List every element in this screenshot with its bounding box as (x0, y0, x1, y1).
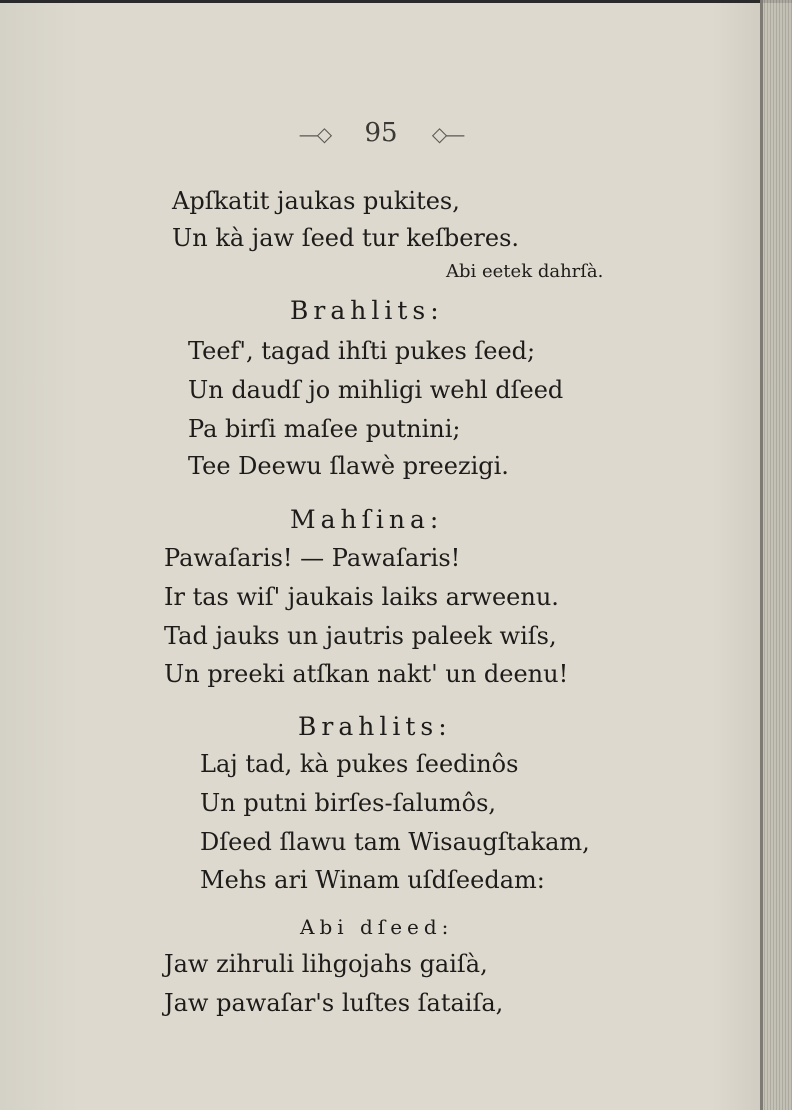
ornament-left-icon: —◇ (298, 122, 331, 146)
verse-line: Un daudſ jo mihligi wehl dſeed (188, 376, 564, 404)
verse-line: Pa birſi maſee putnini; (188, 415, 461, 443)
verse-line: Un kà jaw ſeed tur keſberes. (172, 224, 520, 252)
verse-line: Pawaſaris! — Pawaſaris! (164, 544, 461, 572)
ornament-right-icon: ◇— (431, 122, 464, 146)
verse-line: Teef', tagad ihſti pukes ſeed; (188, 337, 536, 365)
verse-line: Jaw pawaſar's luſtes ſataiſa, (164, 989, 504, 1017)
page-header (0, 118, 762, 148)
page-edge-shadow (760, 0, 763, 1110)
verse-line: Ir tas wiſ' jaukais laiks arweenu. (164, 583, 559, 611)
verse-line: Tee Deewu ſlawè preezigi. (188, 452, 509, 480)
page-number: 95 (364, 118, 398, 148)
verse-line: Un putni birſes-ſalumôs, (200, 789, 497, 817)
speaker-name: Mahſina: (290, 505, 444, 534)
page-edge (762, 0, 792, 1110)
speaker-name: Brahlits: (290, 296, 444, 325)
speaker-name: Brahlits: (298, 712, 452, 741)
verse-line: Mehs ari Winam uſdſeedam: (200, 866, 545, 894)
verse-line: Apſkatit jaukas pukites, (172, 187, 460, 215)
verse-line: Dſeed ſlawu tam Wisaugſtakam, (200, 828, 590, 856)
verse-line: Tad jauks un jautris paleek wiſs, (164, 622, 557, 650)
stage-direction: Abi dſeed: (300, 915, 454, 939)
verse-line: Laj tad, kà pukes ſeedinôs (200, 750, 519, 778)
scan-top-border (0, 0, 792, 3)
verse-line: Un preeki atſkan nakt' un deenu! (164, 660, 569, 688)
verse-line: Jaw zihruli lihgojahs gaiſà, (164, 950, 488, 978)
stage-direction: Abi eetek dahrſà. (446, 261, 604, 282)
